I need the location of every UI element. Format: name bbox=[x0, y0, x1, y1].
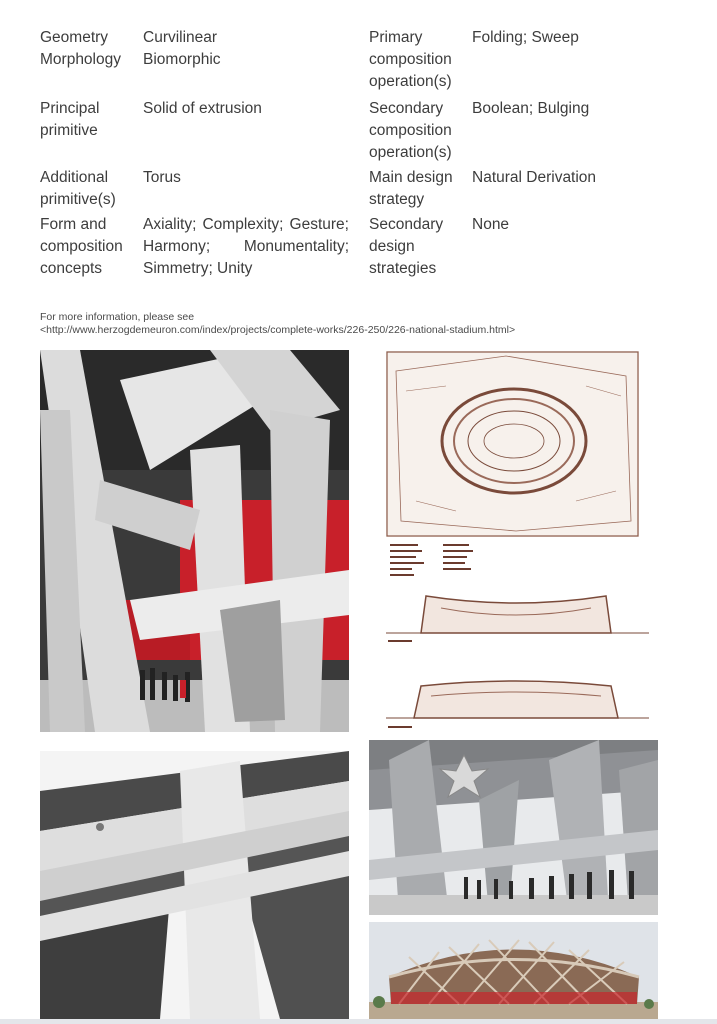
photo-stadium-exterior bbox=[369, 922, 658, 1019]
value-principal-primitive bbox=[143, 98, 353, 120]
value-line: Torus bbox=[143, 169, 181, 186]
label-line: concepts bbox=[40, 260, 103, 277]
value-line: Harmony; Monumentality; bbox=[143, 238, 349, 255]
photo-steel-lattice bbox=[40, 751, 349, 1019]
drawing-site-plan bbox=[386, 351, 639, 537]
label-line: Primary bbox=[369, 29, 423, 46]
drawing-section-b bbox=[386, 676, 649, 736]
drawing-legend-image bbox=[388, 540, 498, 585]
drawing-section-a-image bbox=[386, 588, 649, 650]
label-line: operation(s) bbox=[369, 144, 452, 161]
photo-stadium-columns bbox=[369, 740, 658, 915]
label-line: design bbox=[369, 238, 415, 255]
drawing-section-a bbox=[386, 588, 649, 650]
label-principal-primitive bbox=[40, 98, 140, 142]
label-line: Morphology bbox=[40, 51, 121, 68]
label-main-strategy bbox=[369, 167, 469, 211]
label-line: composition bbox=[369, 122, 452, 139]
value-line: Axiality; Complexity; Gesture; bbox=[143, 216, 349, 233]
more-info-note bbox=[40, 311, 660, 337]
value-line: Boolean; Bulging bbox=[472, 100, 590, 117]
more-info-url[interactable]: <http://www.herzogdemeuron.com/index/projects/complete-works/226-250/226-national-stadium.html> bbox=[40, 324, 516, 336]
label-line: strategy bbox=[369, 191, 425, 208]
value-line: Curvilinear bbox=[143, 29, 218, 46]
value-primary-composition bbox=[472, 27, 672, 49]
label-line: Additional bbox=[40, 169, 109, 186]
value-form-concepts bbox=[143, 214, 349, 280]
label-line: operation(s) bbox=[369, 73, 452, 90]
label-line: Principal bbox=[40, 100, 100, 117]
label-line: Main design bbox=[369, 169, 453, 186]
more-info-line: For more information, please see bbox=[40, 311, 195, 323]
value-main-strategy bbox=[472, 167, 672, 189]
label-line: Geometry bbox=[40, 29, 109, 46]
label-line: primitive(s) bbox=[40, 191, 116, 208]
value-secondary-strategies bbox=[472, 214, 672, 236]
value-line: Biomorphic bbox=[143, 51, 221, 68]
label-form-concepts bbox=[40, 214, 140, 280]
drawing-section-b-image bbox=[386, 676, 649, 736]
label-line: composition bbox=[369, 51, 452, 68]
value-additional-primitive bbox=[143, 167, 353, 189]
label-additional-primitive bbox=[40, 167, 140, 211]
label-line: composition bbox=[40, 238, 123, 255]
label-line: Secondary bbox=[369, 100, 444, 117]
photo-stadium-interior-image bbox=[40, 350, 349, 732]
photo-stadium-exterior-image bbox=[369, 922, 658, 1019]
label-line: Secondary bbox=[369, 216, 444, 233]
label-line: primitive bbox=[40, 122, 98, 139]
drawing-legend bbox=[388, 540, 498, 585]
label-primary-composition bbox=[369, 27, 469, 93]
label-geometry-morphology bbox=[40, 27, 140, 71]
value-line: Folding; Sweep bbox=[472, 29, 579, 46]
value-line: Simmetry; Unity bbox=[143, 260, 253, 277]
page-bottom-rule bbox=[0, 1019, 717, 1024]
drawing-site-plan-image bbox=[386, 351, 639, 537]
label-secondary-composition bbox=[369, 98, 469, 164]
photo-stadium-interior bbox=[40, 350, 349, 732]
label-line: Form and bbox=[40, 216, 107, 233]
value-geometry-morphology bbox=[143, 27, 353, 71]
photo-stadium-columns-image bbox=[369, 740, 658, 915]
value-secondary-composition bbox=[472, 98, 672, 120]
value-line: Solid of extrusion bbox=[143, 100, 262, 117]
label-line: strategies bbox=[369, 260, 437, 277]
label-secondary-strategies bbox=[369, 214, 469, 280]
value-line: Natural Derivation bbox=[472, 169, 597, 186]
photo-steel-lattice-image bbox=[40, 751, 349, 1019]
value-line: None bbox=[472, 216, 510, 233]
